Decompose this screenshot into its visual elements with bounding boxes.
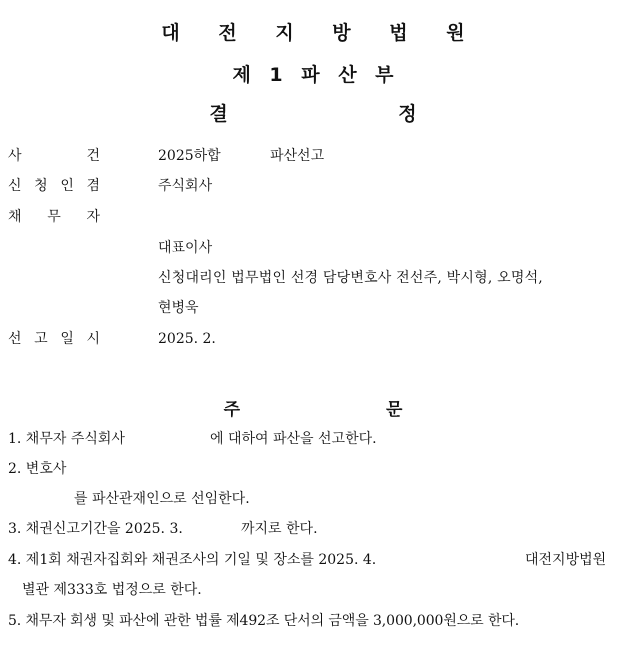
debtor-row bbox=[0, 206, 626, 228]
debtor-label: 채 무 자 bbox=[8, 209, 100, 225]
case-name: 파산선고 bbox=[270, 148, 325, 164]
order-item-3a: 3. 채권신고기간을 2025. 3. bbox=[8, 521, 183, 537]
court-name: 대 전 지 방 법 원 bbox=[161, 22, 481, 44]
date-label: 선 고 일 시 bbox=[8, 331, 100, 347]
case-label: 사 건 bbox=[8, 148, 100, 164]
order-item-2b: 를 파산관재인으로 선임한다. bbox=[74, 491, 250, 507]
date-value: 2025. 2. bbox=[158, 331, 216, 347]
order-item-4b: 대전지방법원 bbox=[525, 552, 607, 568]
applicant-value: 주식회사 bbox=[158, 178, 213, 194]
agent-row-2 bbox=[0, 297, 626, 319]
agent-line-1: 신청대리인 법무법인 선경 담당변호사 전선주, 박시형, 오명석, bbox=[158, 270, 543, 286]
case-number: 2025하합 bbox=[158, 148, 221, 164]
order-item-1a: 1. 채무자 주식회사 bbox=[8, 431, 125, 447]
division-name: 제 1 파 산 부 bbox=[232, 64, 400, 86]
order-item-4a: 4. 제1회 채권자집회와 채권조사의 기일 및 장소를 2025. 4. bbox=[8, 552, 377, 568]
order-item-5: 5. 채무자 회생 및 파산에 관한 법률 제492조 단서의 금액을 3,000,000원으로 한다. bbox=[8, 613, 520, 629]
date-row bbox=[0, 328, 626, 350]
applicant-row bbox=[0, 175, 626, 197]
agent-row-1 bbox=[0, 267, 626, 289]
representative-row bbox=[0, 237, 626, 259]
order-item-2a: 2. 변호사 bbox=[8, 461, 67, 477]
applicant-label: 신 청 인 겸 bbox=[8, 178, 100, 194]
document-type: 결 정 bbox=[209, 103, 499, 125]
case-row bbox=[0, 145, 626, 167]
representative: 대표이사 bbox=[158, 240, 213, 256]
order-title: 주 문 bbox=[223, 400, 473, 420]
agent-line-2: 현병욱 bbox=[158, 300, 199, 316]
order-item-1b: 에 대하여 파산을 선고한다. bbox=[210, 431, 377, 447]
order-item-4c: 별관 제333호 법정으로 한다. bbox=[22, 582, 202, 598]
order-item-3b: 까지로 한다. bbox=[241, 521, 318, 537]
